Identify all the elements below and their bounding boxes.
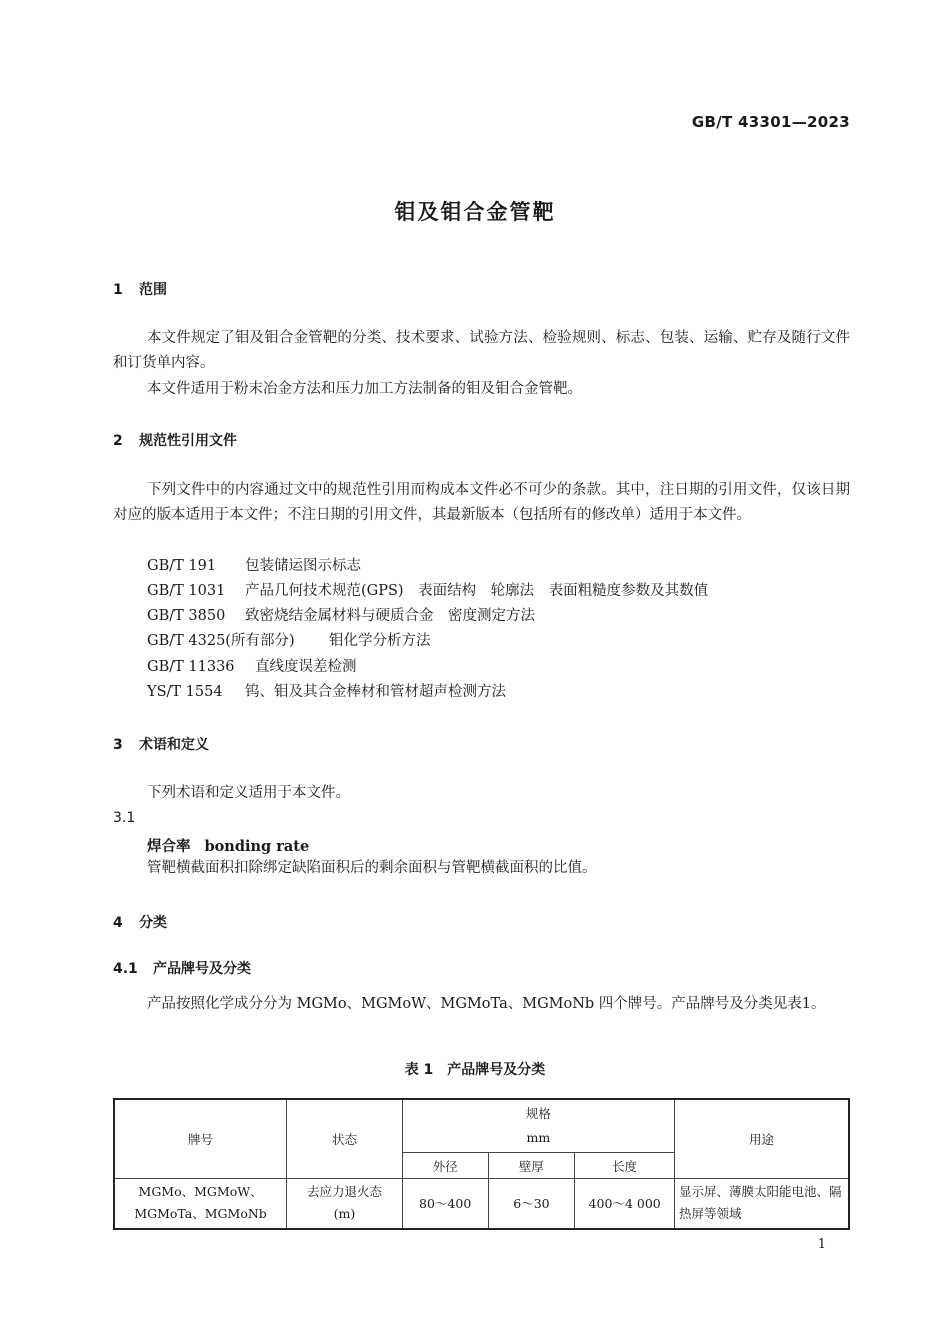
reference-name: 钼化学分析方法 <box>329 633 431 649</box>
reference-code: GB/T 4325(所有部分) <box>147 633 295 649</box>
table-row <box>114 1179 849 1229</box>
scope-paragraph-1: 本文件规定了钼及钼合金管靶的分类、技术要求、试验方法、检验规则、标志、包装、运输、贮存及随行文件和订货单内容。 <box>113 330 850 371</box>
page-number: 1 <box>817 1237 826 1252</box>
cell-length: 400～4 000 <box>575 1179 675 1229</box>
reference-name: 致密烧结金属材料与硬质合金 密度测定方法 <box>245 608 535 624</box>
reference-code: YS/T 1554 <box>147 684 223 700</box>
subsection-heading <box>113 958 251 978</box>
header-length: 长度 <box>575 1153 675 1179</box>
grade-line: MGMo、MGMoW、 <box>138 1184 263 1200</box>
standard-code: GB/T 43301—2023 <box>691 113 850 131</box>
reference-code: GB/T 1031 <box>147 583 226 599</box>
reference-item <box>147 579 708 604</box>
header-spec <box>402 1099 674 1153</box>
reference-name: 钨、钼及其合金棒材和管材超声检测方法 <box>245 684 506 700</box>
section-heading-scope <box>113 279 167 299</box>
cell-outer-diameter: 80～400 <box>402 1179 488 1229</box>
subsection-number: 4.1 <box>113 961 138 977</box>
section-title: 规范性引用文件 <box>139 433 237 449</box>
section-number: 2 <box>113 433 123 449</box>
classification-text: 产品按照化学成分分为 MGMo、MGMoW、MGMoTa、MGMoNb 四个牌号。产品牌号及分类见表1。 <box>147 996 826 1012</box>
reference-name: 包装储运图示标志 <box>245 558 361 574</box>
section-number: 1 <box>113 282 123 298</box>
section-title: 术语和定义 <box>139 737 209 753</box>
reference-item <box>147 680 506 705</box>
grade-line: MGMoTa、MGMoNb <box>134 1206 267 1222</box>
reference-item <box>147 554 361 579</box>
cell-wall-thickness: 6～30 <box>488 1179 575 1229</box>
table-header-row <box>114 1099 849 1153</box>
grade-classification-table <box>113 1098 850 1230</box>
reference-name: 直线度误差检测 <box>255 659 357 675</box>
term-number: 3.1 <box>113 810 136 826</box>
reference-item <box>147 629 431 654</box>
reference-name: 产品几何技术规范(GPS) 表面结构 轮廓法 表面粗糙度参数及其数值 <box>245 583 709 599</box>
normative-intro: 下列文件中的内容通过文中的规范性引用而构成本文件必不可少的条款。其中，注日期的引用文件，仅该日期对应的版本适用于本文件；不注日期的引用文件，其最新版本（包括所有的修改单）适用于本文件。 <box>113 482 850 523</box>
reference-code: GB/T 191 <box>147 558 217 574</box>
header-outer-diameter: 外径 <box>402 1153 488 1179</box>
reference-item <box>147 604 535 629</box>
subsection-title: 产品牌号及分类 <box>153 961 251 977</box>
table-caption: 表 1 产品牌号及分类 <box>404 1062 546 1078</box>
section-heading-normative <box>113 430 237 450</box>
header-grade: 牌号 <box>114 1099 287 1179</box>
reference-code: GB/T 11336 <box>147 659 235 675</box>
section-title: 分类 <box>139 915 167 931</box>
state-line: 去应力退火态 <box>306 1184 382 1200</box>
term-english: bonding rate <box>204 838 310 855</box>
reference-item <box>147 655 357 680</box>
cell-use: 显示屏、薄膜太阳能电池、隔热屏等领域 <box>675 1179 849 1229</box>
section-heading-terms <box>113 734 209 754</box>
header-wall-thickness: 壁厚 <box>488 1153 575 1179</box>
state-line: (m) <box>333 1206 356 1222</box>
document-title: 钼及钼合金管靶 <box>394 200 556 224</box>
section-title: 范围 <box>139 282 167 298</box>
term-chinese: 焊合率 <box>147 839 191 855</box>
terms-intro: 下列术语和定义适用于本文件。 <box>147 785 350 801</box>
header-spec-unit: mm <box>526 1130 551 1145</box>
cell-grade <box>114 1179 287 1229</box>
term-definition: 管靶横截面积扣除绑定缺陷面积后的剩余面积与管靶横截面积的比值。 <box>147 860 597 876</box>
section-heading-classification <box>113 912 167 932</box>
reference-code: GB/T 3850 <box>147 608 226 624</box>
section-number: 4 <box>113 915 123 931</box>
header-state: 状态 <box>287 1099 403 1179</box>
scope-paragraph-2: 本文件适用于粉末冶金方法和压力加工方法制备的钼及钼合金管靶。 <box>147 381 582 397</box>
cell-state <box>287 1179 403 1229</box>
term-entry <box>147 835 309 856</box>
header-use: 用途 <box>675 1099 849 1179</box>
header-spec-label: 规格 <box>525 1106 551 1121</box>
section-number: 3 <box>113 737 123 753</box>
